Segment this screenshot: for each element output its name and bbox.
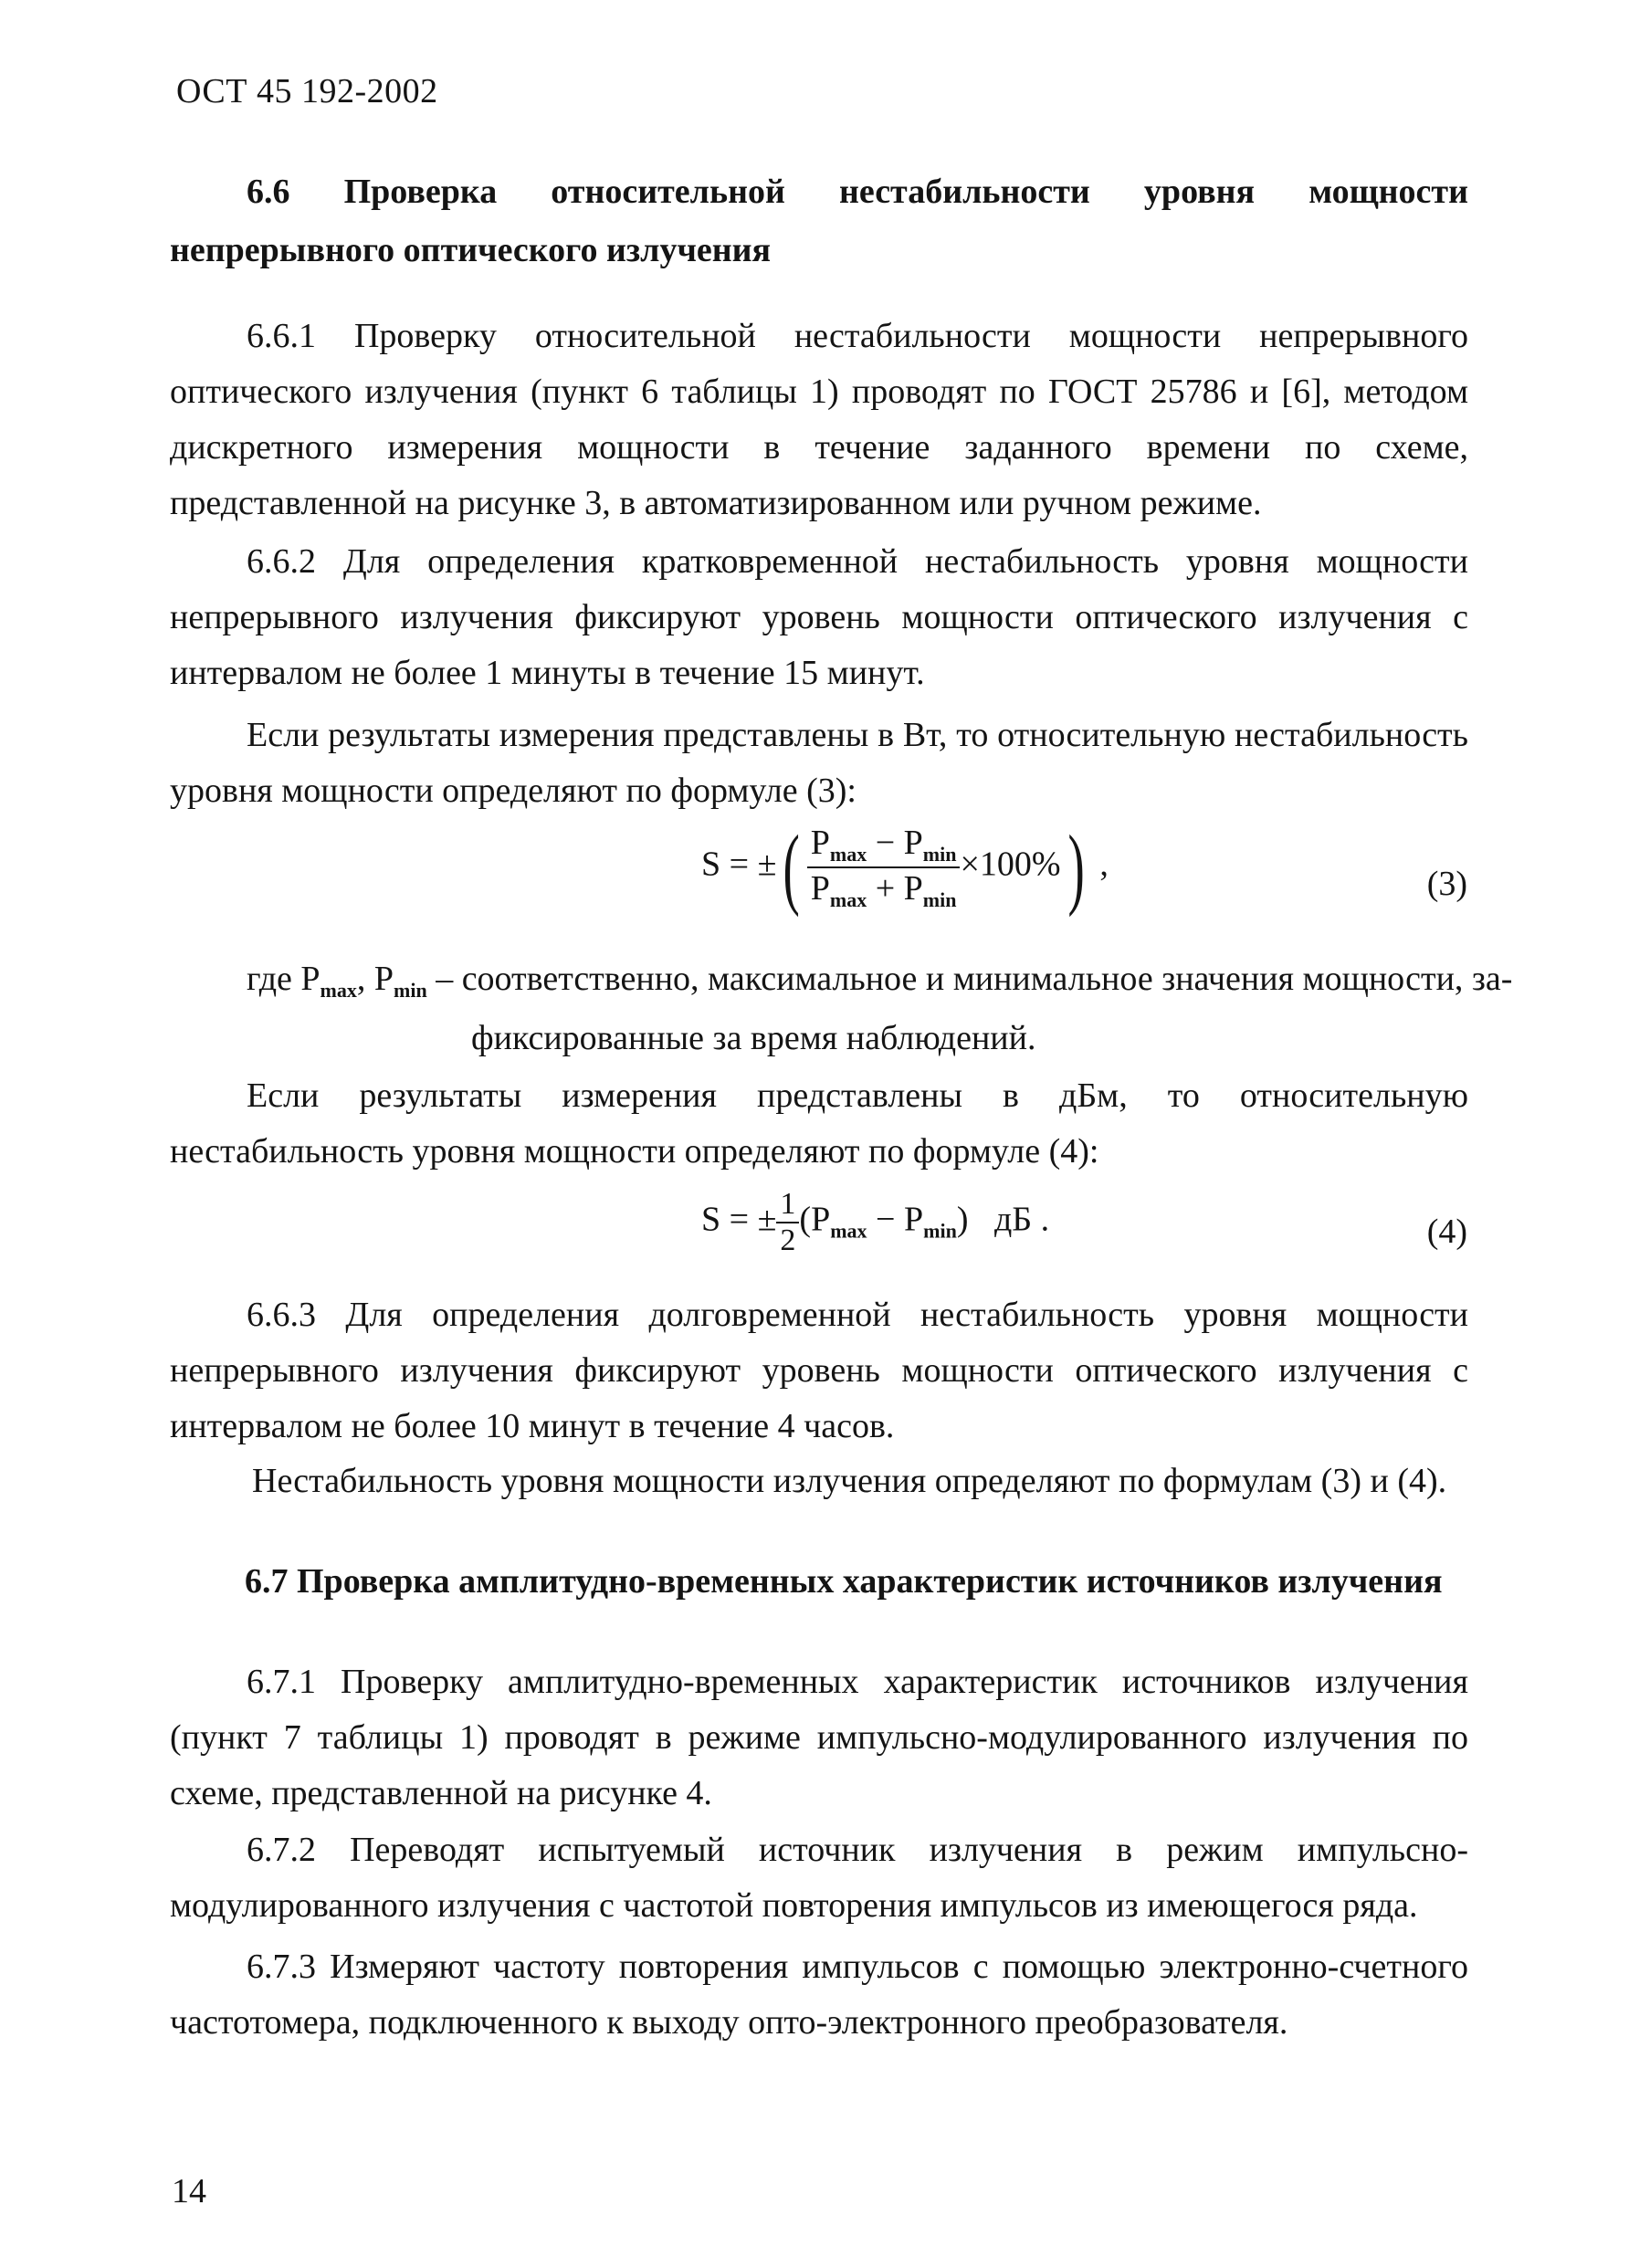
- right-paren-icon: ): [1067, 816, 1085, 918]
- paragraph-6-7-1: 6.7.1 Проверку амплитудно-временных характеристик источников излучения (пункт 7 таблицы 1) проводят в режиме импульсно-модулированного излучения по схеме, представленной на рисунке 4.: [170, 1663, 1468, 1812]
- formula-4-unit: дБ .: [993, 1200, 1050, 1239]
- paragraph-dbm-intro: Если результаты измерения представлены в дБм, то относительную нестабильность уровня мощности определяют по формуле (4):: [170, 1076, 1468, 1171]
- formula-3-numerator: $P_{max} - P_{min}$: [807, 823, 961, 868]
- formula-4: S = ± $\frac{1}{2}$ $(P_{max} - P_{min})$ дБ .: [701, 1187, 1050, 1257]
- document-code: ОСТ 45 192-2002: [176, 72, 438, 110]
- page-number: 14: [172, 2172, 206, 2210]
- paragraph-6-7-2: 6.7.2 Переводят испытуемый источник излучения в режим импульсно-модулированного излучения с частотой повторения импульсов из имеющегося ряда.: [170, 1831, 1468, 1925]
- formula-4-fraction: $\frac{1}{2}$: [776, 1187, 799, 1258]
- formula-3-number: (3): [1426, 865, 1467, 903]
- formula-3-denominator: $P_{max} + P_{min}$: [810, 869, 957, 911]
- formula-3-lhs: S = ±: [701, 845, 777, 884]
- formula-3-comma: ,: [1099, 845, 1109, 884]
- paragraph-watts-intro: Если результаты измерения представлены в Вт, то относительную нестабильность уровня мощности определяют по формуле (3):: [170, 716, 1468, 810]
- paragraph-6-6-3: 6.6.3 Для определения долговременной нестабильность уровня мощности непрерывного излучения фиксируют уровень мощности оптического излучения с интервалом не более 10 минут в течение 4 часов.: [170, 1296, 1468, 1445]
- formula-3-where-line: где $P_{max}$, $P_{min}$ – соответственно, максимальное и минимальное значения мощности, за-: [247, 960, 1513, 1002]
- section-6-7-heading: 6.7 Проверка амплитудно-временных характеристик источников излучения: [245, 1562, 1443, 1601]
- formula-4-lhs: S = ±: [701, 1200, 777, 1239]
- formula-3: [701, 816, 1109, 918]
- left-paren-icon: (: [783, 816, 801, 918]
- formula-3-multiplier: ×100%: [960, 845, 1061, 884]
- section-6-6-heading: 6.6 Проверка относительной нестабильности уровня мощности непрерывного оптического излучения: [170, 173, 1468, 269]
- paragraph-formulas-note: Нестабильность уровня мощности излучения определяют по формулам (3) и (4).: [252, 1462, 1447, 1500]
- paragraph-6-6-2: 6.6.2 Для определения кратковременной нестабильность уровня мощности непрерывного излучения фиксируют уровень мощности оптического излучения с интервалом не более 1 минуты в течение 15 минут.: [170, 542, 1468, 692]
- formula-4-number: (4): [1426, 1213, 1467, 1251]
- formula-3-fraction: [807, 823, 961, 912]
- paragraph-6-6-1: 6.6.1 Проверку относительной нестабильности мощности непрерывного оптического излучения (пункт 6 таблицы 1) проводят по ГОСТ 25786 и [6], методом дискретного измерения мощности в течение заданного времени по схеме, представленной на рисунке 3, в автоматизированном или ручном режиме.: [170, 317, 1468, 522]
- formula-3-where-line-2: фиксированные за время наблюдений.: [471, 1019, 1036, 1057]
- paragraph-6-7-3: 6.7.3 Измеряют частоту повторения импульсов с помощью электронно-счетного частотомера, подключенного к выходу опто-электронного преобразователя.: [170, 1948, 1468, 2042]
